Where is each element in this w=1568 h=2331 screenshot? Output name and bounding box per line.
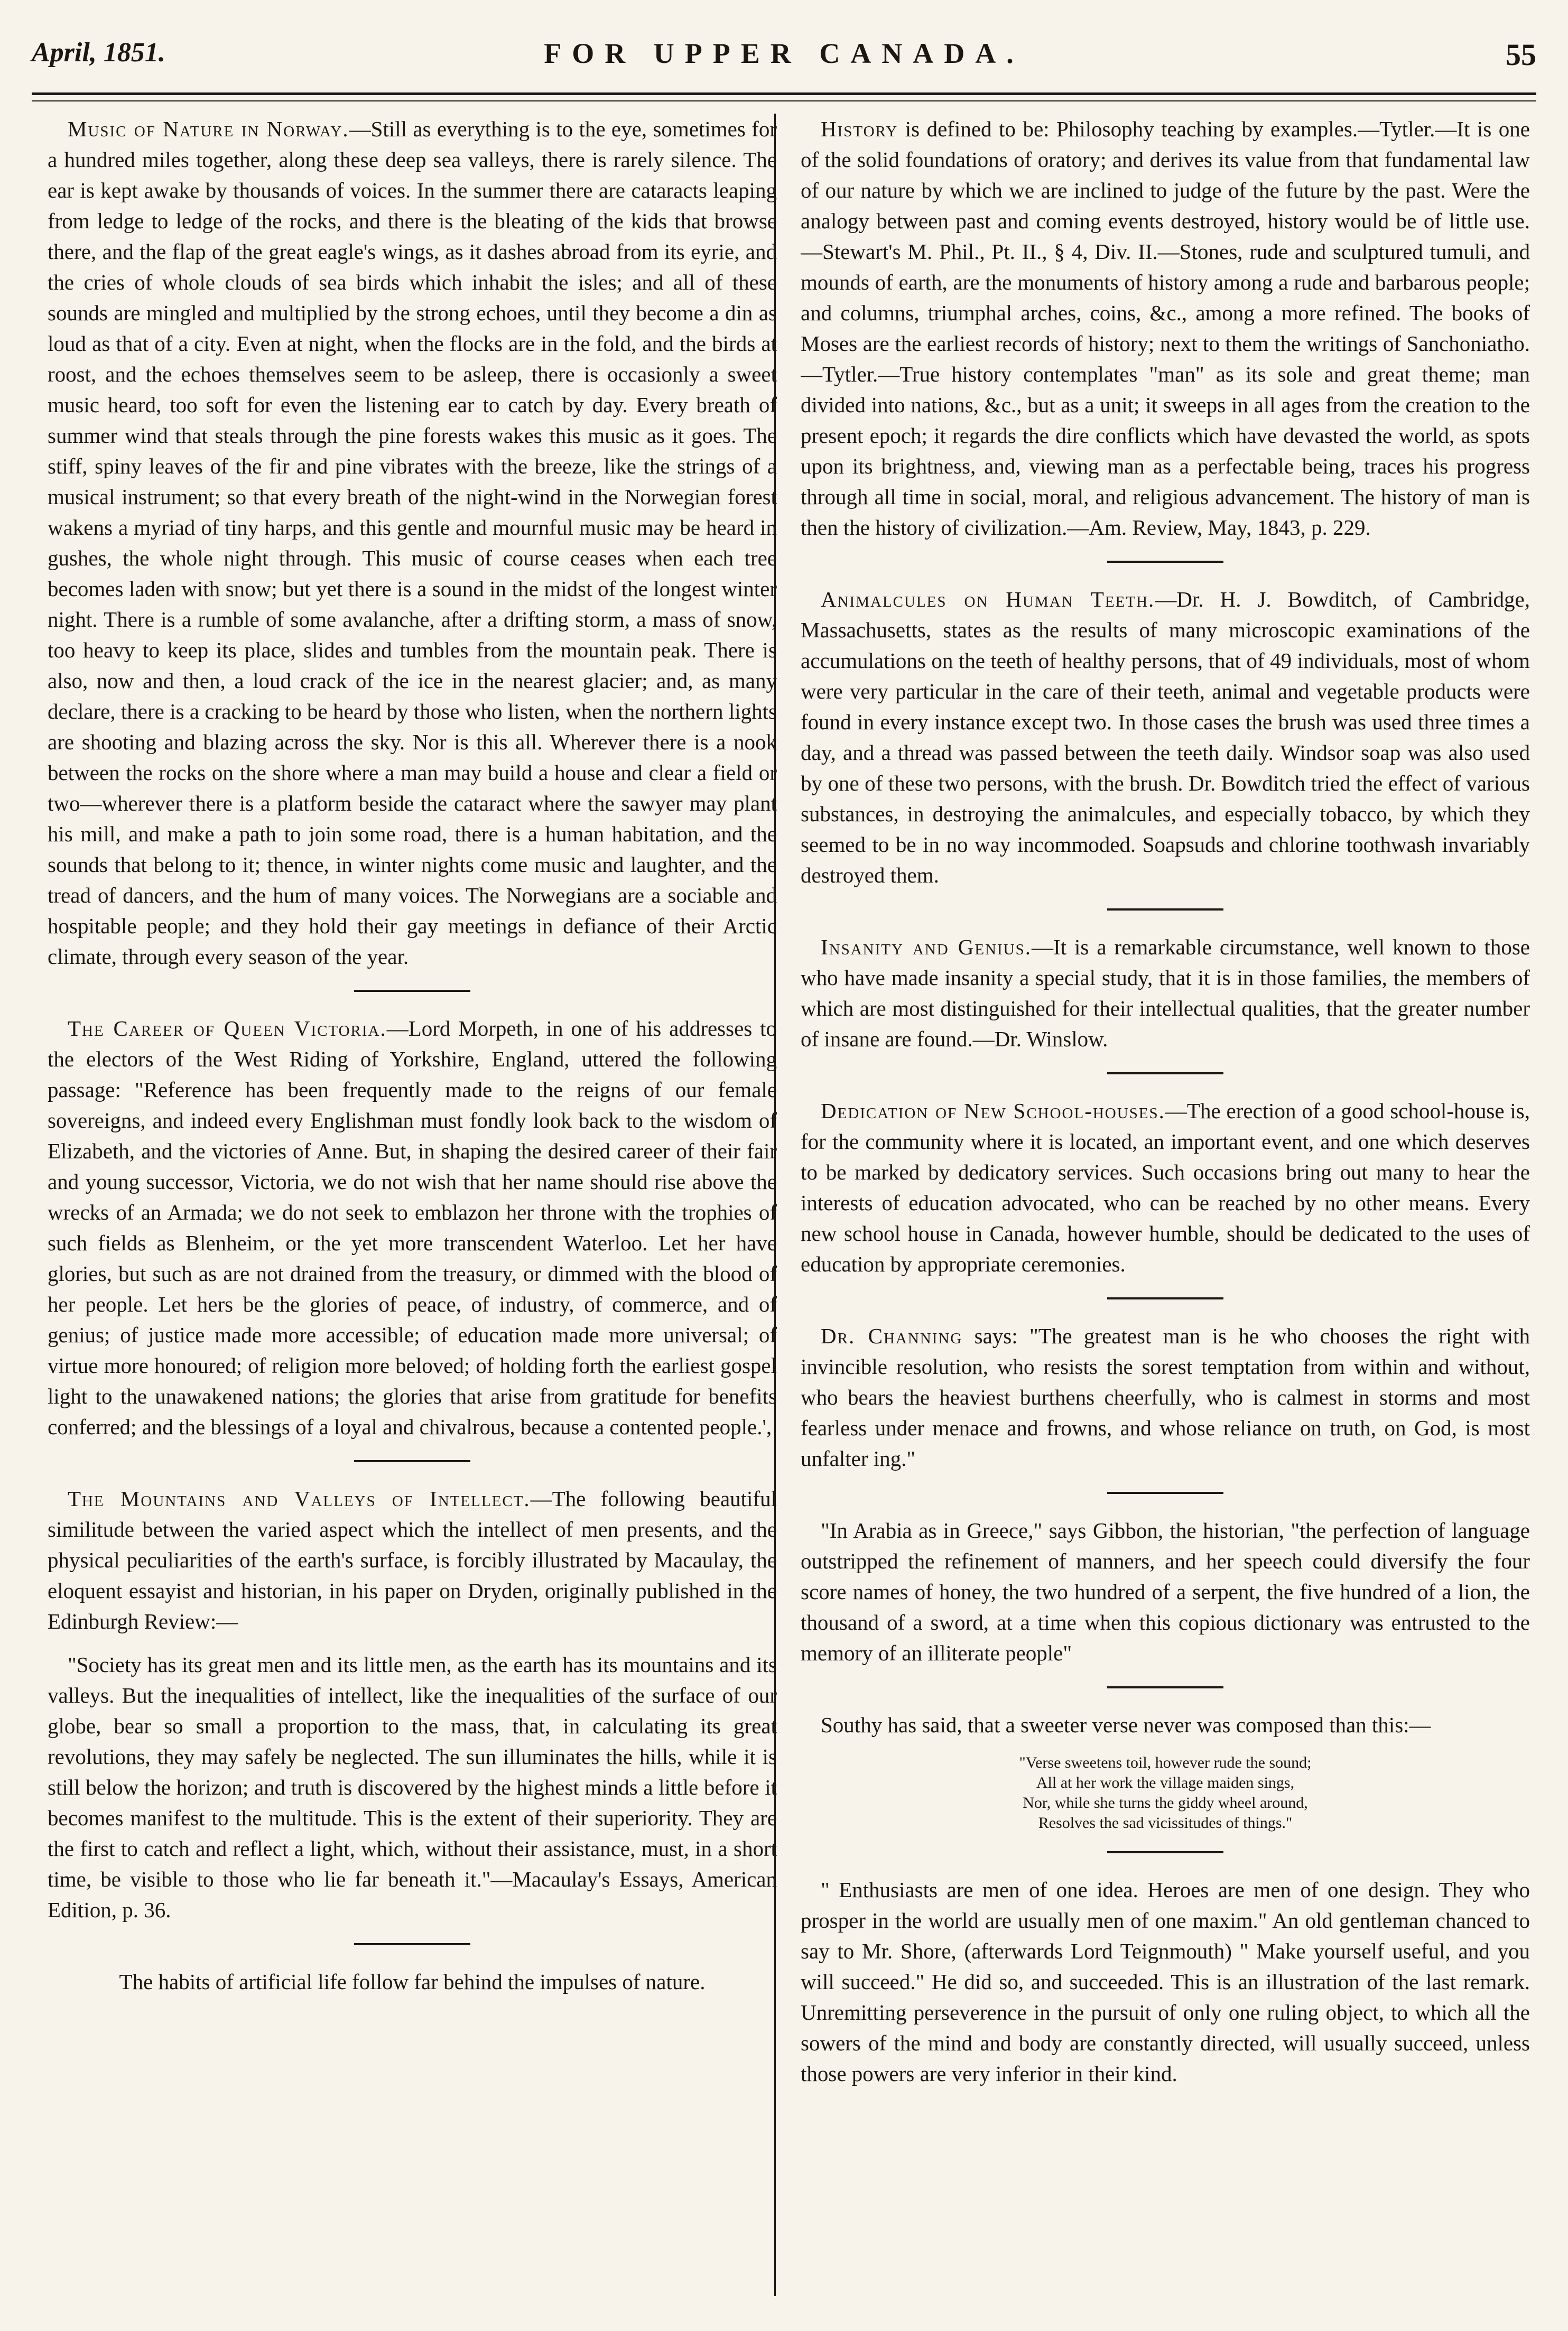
article-heading: Dr. Channing: [821, 1324, 963, 1348]
separator-rule: [354, 990, 470, 992]
header-rule-thin: [32, 100, 1536, 101]
article-gibbon: "In Arabia as in Greece," says Gibbon, the historian, "the perfection of language outstripped the refinement of manners, and her speech could diversify the four score names of honey, the two hundred of a serpent, the five hundred of a lion, the thousand of a sword, at a time when this copious dictionary was entrusted to the memory of an illiterate people": [801, 1518, 1530, 1665]
article-animalcules: [801, 584, 1530, 890]
article-heading: History: [821, 117, 898, 141]
article-enthusiasts: " Enthusiasts are men of one idea. Heroes are men of one design. They who prosper in the world are usually men of one maxim." An old gentleman chanced to say to Mr. Shore, (afterwards Lord Teignmouth) " Make yourself useful, and you will succeed." He did so, and succeeded. This is an illustration of the last remark. Unremitting perseverence in the pursuit of only one ruling object, to which all the sowers of the mind and body are constantly directed, will usually succeed, unless those powers are very inferior in their kind.: [801, 1878, 1530, 2086]
separator-rule: [1107, 1686, 1223, 1688]
page-header: [32, 21, 1536, 85]
article-body: —Lord Morpeth, in one of his addresses to the electors of the West Riding of Yorkshire, England, uttered the following passage: "Reference has been frequently made to the reigns of our female sovereigns, and indeed every Englishman must fondly look back to the wisdom of Elizabeth, and the victories of Anne. But, in shaping the desired career of their fair and young successor, Victoria, we do not wish that her name should rise above the wrecks of an Armada; we do not seek to emblazon her throne with the trophies of such fields as Blenheim, or the yet more transcendent Waterloo. Let her have glories, but such as are not drained from the treasury, or dimmed with the blood of her people. Let hers be the glories of peace, of industry, of commerce, and of genius; of justice made more accessible; of education made more universal; of virtue more honoured; of religion more beloved; of holding forth the earliest gospel light to the unawakened nations; the glories that arise from gratitude for benefits conferred; and the blessings of a loyal and chivalrous, because a contented people.',: [48, 1016, 777, 1439]
article-insanity-genius: [801, 932, 1530, 1054]
separator-rule: [1107, 561, 1223, 563]
article-southy: Southy has said, that a sweeter verse never was composed than this:—: [821, 1713, 1431, 1737]
article-queen-victoria: [48, 1013, 777, 1442]
header-date: April, 1851.: [32, 38, 165, 68]
article-body: —Dr. H. J. Bowditch, of Cambridge, Massachusetts, states as the results of many microscopic examinations of the accumulations on the teeth of healthy persons, that of 49 individuals, most of whom were very particular in the care of their teeth, animal and vegetable products were found in every instance except two. In those cases the brush was used three times a day, and a thread was passed between the teeth daily. Windsor soap was also used by one of these two persons, with the brush. Dr. Bowditch tried the effect of various substances, in destroying the animalcules, and especially tobacco, by which they seemed to be in no way incommoded. Soapsuds and chlorine toothwash invariably destroyed them.: [801, 587, 1530, 887]
separator-rule: [1107, 1492, 1223, 1494]
article-body: says: "The greatest man is he who chooses the right with invincible resolution, who resists the sorest temptation from within and without, who bears the heaviest burthens cheerfully, who is calmest in storms and most fearless under menace and frowns, and whose reliance on truth, on God, is most unfalter ing.": [801, 1324, 1530, 1471]
poem-line: All at her work the village maiden sings,: [1036, 1774, 1295, 1791]
article-habits: The habits of artificial life follow far behind the impulses of nature.: [119, 1970, 706, 1994]
article-body: —The erection of a good school-house is, for the community where it is located, an important event, and one which deserves to be marked by dedicatory services. Such occasions bring out many to hear the interests of education advocated, who can be reached by no other means. Every new school house in Canada, however humble, should be dedicated to the uses of education by appropriate ceremonies.: [801, 1099, 1530, 1276]
poem-line: Resolves the sad vicissitudes of things.": [1038, 1814, 1293, 1832]
article-music-of-nature: [48, 114, 777, 972]
poem-verse: [801, 1753, 1530, 1833]
article-history: [801, 114, 1530, 543]
poem-line: Nor, while she turns the giddy wheel around,: [1023, 1794, 1308, 1812]
separator-rule: [1107, 908, 1223, 911]
left-column: [48, 114, 777, 2307]
article-body: —It is a remarkable circumstance, well known to those who have made insanity a special study, that it is in those families, the members of which are most distinguished for their intellectual qualities, that the greater number of insane are found.—Dr. Winslow.: [801, 935, 1530, 1051]
right-column: [801, 114, 1530, 2307]
article-body: —Still as everything is to the eye, sometimes for a hundred miles together, along these deep sea valleys, there is rarely silence. The ear is kept awake by thousands of voices. In the summer there are cataracts leaping from ledge to ledge of the rocks, and there is the bleating of the kids that browse there, and the flap of the great eagle's wings, as it dashes abroad from its eyrie, and the cries of whole clouds of sea birds which inhabit the isles; and all of these sounds are mingled and multiplied by the strong echoes, until they become a din as loud as that of a city. Even at night, when the flocks are in the fold, and the birds at roost, and the echoes themselves seem to be asleep, there is occasionly a sweet music heard, too soft for even the listening ear to catch by day. Every breath of summer wind that steals through the pine forests wakes this music as it goes. The stiff, spiny leaves of the fir and pine vibrates with the breeze, like the strings of a musical instrument; so that every breath of the night-wind in the Norwegian forest wakens a myriad of tiny harps, and this gentle and mournful music may be heard in gushes, the whole night through. This music of course ceases when each tree becomes laden with snow; but yet there is a sound in the midst of the longest winter night. There is a rumble of some avalanche, after a drifting storm, a mass of snow, too heavy to keep its place, slides and tumbles from the mountain peak. There is also, now and then, a loud crack of the ice in the nearest glacier; and, as many declare, there is a cracking to be heard by those who listen, when the northern lights are shooting and blazing across the sky. Nor is this all. Wherever there is a nook between the rocks on the shore where a man may build a house and clear a field or two—wherever there is a platform beside the cataract where the sawyer may plant his mill, and make a path to join some road, there is a human habitation, and the sounds that belong to it; thence, in winter nights come music and laughter, and the tread of dancers, and the hum of many voices. The Norwegians are a sociable and hospitable people; and they hold their gay meetings in defiance of their Arctic climate, through every season of the year.: [48, 117, 777, 969]
article-heading: Music of Nature in Norway.: [68, 117, 349, 141]
article-heading: The Mountains and Valleys of Intellect.: [68, 1487, 531, 1511]
article-heading: Insanity and Genius.: [821, 935, 1032, 959]
article-heading: Dedication of New School-houses.: [821, 1099, 1165, 1123]
article-heading: The Career of Queen Victoria.: [68, 1016, 387, 1041]
macaulay-quote: "Society has its great men and its little men, as the earth has its mountains and its valleys. But the inequalities of intellect, like the inequalities of the surface of our globe, bear so small a proportion to the mass, that, in calculating its great revolutions, they may safely be neglected. The sun illuminates the hills, while it is still below the horizon; and truth is discovered by the highest minds a little before it becomes manifest to the multitude. This is the extent of their superiority. They are the first to catch and reflect a light, which, without their assistance, must, in a short time, be visible to those who lie far beneath it."—Macaulay's Essays, American Edition, p. 36.: [48, 1652, 777, 1922]
column-divider: [774, 114, 776, 2296]
separator-rule: [1107, 1297, 1223, 1299]
header-rule-thick: [32, 92, 1536, 95]
separator-rule: [1107, 1072, 1223, 1074]
article-body: is defined to be: Philosophy teaching by examples.—Tytler.—It is one of the solid foundations of oratory; and derives its value from that fundamental law of our nature by which we are inclined to judge of the future by the past. Were the analogy between past and coming events destroyed, history would be of little use.—Stewart's M. Phil., Pt. II., § 4, Div. II.—Stones, rude and sculptured tumuli, and mounds of earth, are the monuments of history among a rude and barbarous people; and columns, triumphal arches, coins, &c., among a more refined. The books of Moses are the earliest records of history; next to them the writings of Sanchoniatho.—Tytler.—True history contemplates "man" as its sole and great theme; man divided into nations, &c., but as a unit; it sweeps in all ages from the creation to the present epoch; it regards the dire conflicts which have devasted the world, as spots upon its brightness, and, viewing man as a perfectable being, traces his progress through all time in social, moral, and religious advancement. The history of man is then the history of civilization.—Am. Review, May, 1843, p. 229.: [801, 117, 1530, 540]
page-number: 55: [1506, 38, 1536, 72]
separator-rule: [354, 1943, 470, 1945]
header-title: FOR UPPER CANADA.: [544, 38, 1024, 69]
article-heading: Animalcules on Human Teeth.: [821, 587, 1155, 611]
article-mountains-valleys: [48, 1483, 777, 1637]
article-channing: [801, 1321, 1530, 1474]
article-body: —The following beautiful similitude between the varied aspect which the intellect of men presents, and the physical peculiarities of the earth's surface, is forcibly illustrated by Macaulay, the eloquent essayist and historian, in his paper on Dryden, originally published in the Edinburgh Review:—: [48, 1487, 777, 1633]
separator-rule: [354, 1460, 470, 1462]
poem-line: "Verse sweetens toil, however rude the sound;: [1019, 1754, 1312, 1771]
separator-rule: [1107, 1851, 1223, 1853]
article-dedication: [801, 1095, 1530, 1279]
